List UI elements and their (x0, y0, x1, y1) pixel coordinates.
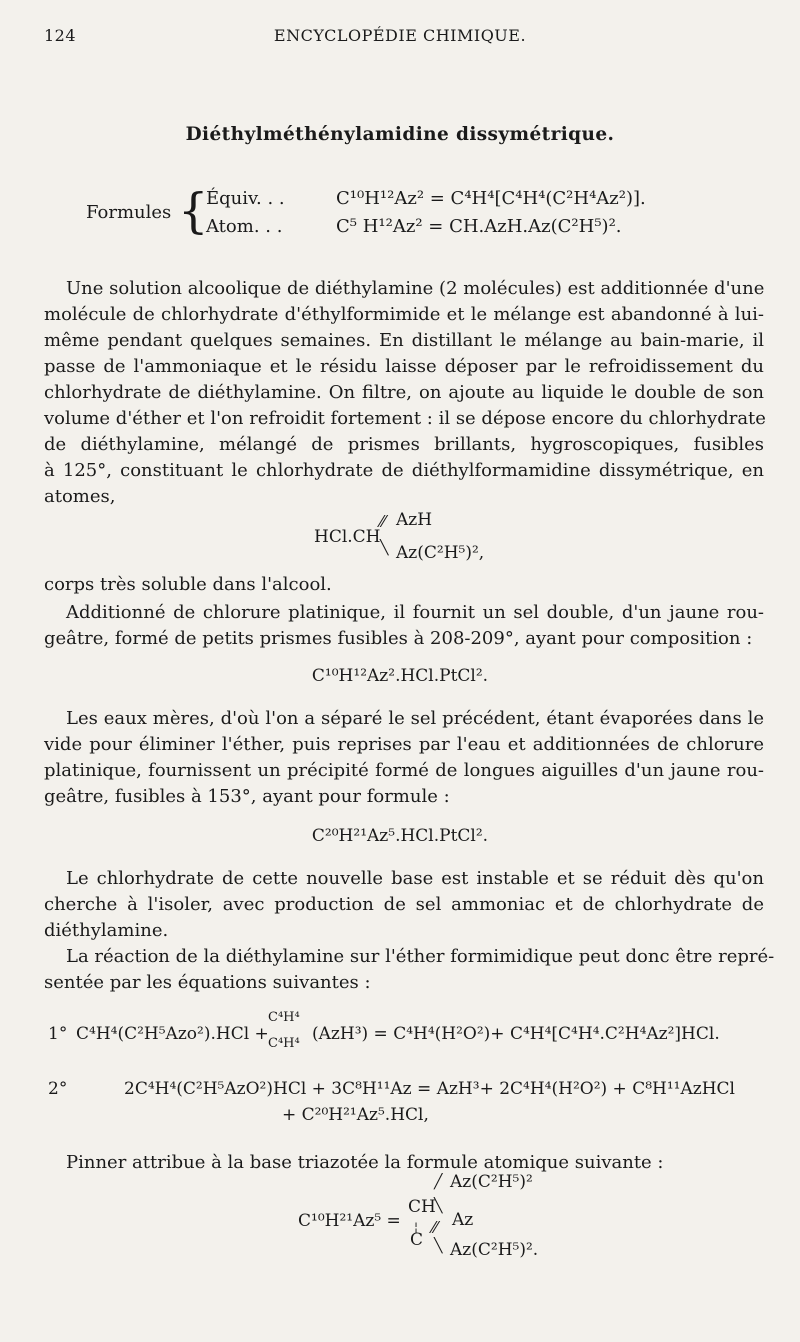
formulas-block (86, 184, 766, 244)
equation-2-line-2: + C²⁰H²¹Az⁵.HCl, (282, 1105, 429, 1125)
equation-1-right: (AzH³) = C⁴H⁴(H²O²)+ C⁴H⁴[C⁴H⁴.C²H⁴Az²]HCl. (312, 1024, 720, 1044)
paragraph-synthesis (44, 276, 764, 510)
atom-formula: C⁵ H¹²Az² = CH.AzH.Az(C²H⁵)². (336, 216, 622, 237)
text-line: à 125°, constituant le chlorhydrate de diéthylformamidine dissymétrique, en (44, 460, 764, 481)
bond-upper: ╱ (434, 1174, 443, 1190)
formula-pt-1: C¹⁰H¹²Az².HCl.PtCl². (311, 666, 489, 686)
formula-final-left: C¹⁰H²¹Az⁵ = (298, 1211, 401, 1231)
paragraph-instability (44, 866, 764, 944)
text-line: corps très soluble dans l'alcool. (44, 574, 332, 595)
text-line: vide pour éliminer l'éther, puis reprises par l'eau et additionnées de chlorure (44, 734, 764, 755)
formula-final-ch: CH (408, 1197, 436, 1217)
text-line: atomes, (44, 486, 116, 507)
formula-hcl-top: AzH (396, 510, 433, 530)
text-line: molécule de chlorhydrate d'éthylformimide et le mélange est abandonné à lui- (44, 304, 764, 325)
paragraph-pinner (44, 1150, 764, 1176)
text-line: Une solution alcoolique de diéthylamine (2 molécules) est additionnée d'une (66, 278, 765, 299)
text-line: Le chlorhydrate de cette nouvelle base est instable et se réduit dès qu'on (66, 868, 764, 889)
paragraph-platinum-1 (44, 600, 764, 652)
formulas-label: Formules (86, 202, 172, 223)
text-line: platinique, fournissent un précipité formé de longues aiguilles d'un jaune rou- (44, 760, 764, 781)
equation-1-left: C⁴H⁴(C²H⁵Azo²).HCl + (76, 1024, 269, 1044)
text-line: volume d'éther et l'on refroidit fortement : il se dépose encore du chlorhydrate (44, 408, 766, 429)
brace: { (178, 183, 209, 239)
text-line: même pendant quelques semaines. En distillant le mélange au bain-marie, il (44, 330, 764, 351)
text-line: cherche à l'isoler, avec production de sel ammoniac et de chlorhydrate de (44, 894, 764, 915)
running-title: ENCYCLOPÉDIE CHIMIQUE. (273, 26, 527, 45)
page-header (44, 26, 756, 50)
text-line: diéthylamine. (44, 920, 169, 941)
bond-mid-down: ╲ (434, 1198, 443, 1214)
text-line: sentée par les équations suivantes : (44, 972, 371, 993)
equiv-row (206, 188, 646, 209)
formula-pt-2: C²⁰H²¹Az⁵.HCl.PtCl². (311, 826, 489, 846)
formula-final-bottom: Az(C²H⁵)². (450, 1240, 539, 1260)
paragraph-reaction (44, 944, 775, 996)
atom-row (206, 216, 622, 237)
text-line: de diéthylamine, mélangé de prismes brillants, hygroscopiques, fusibles (44, 434, 764, 455)
paragraph-soluble (44, 572, 764, 598)
formula-hcl-left: HCl.CH (314, 527, 381, 547)
bond-vertical: ¦ (414, 1220, 419, 1234)
text-line: chlorhydrate de diéthylamine. On filtre, on ajoute au liquide le double de son (44, 382, 764, 403)
atom-label: Atom. . . (206, 216, 283, 237)
text-line: geâtre, fusibles à 153°, ayant pour formule : (44, 786, 450, 807)
bond-down: ╲ (380, 540, 389, 556)
text-line: La réaction de la diéthylamine sur l'éther formimidique peut donc être repré- (66, 946, 775, 967)
formula-final-c: C (410, 1230, 424, 1250)
equiv-label: Équiv. . . (206, 188, 285, 209)
equation-1-number: 1° (48, 1024, 68, 1044)
equiv-formula: C¹⁰H¹²Az² = C⁴H⁴[C⁴H⁴(C²H⁴Az²)]. (336, 188, 646, 209)
bond-up: ⁄⁄ (380, 512, 386, 531)
text-line: geâtre, formé de petits prismes fusibles à 208-209°, ayant pour composition : (44, 628, 753, 649)
text-line: passe de l'ammoniaque et le résidu laisse déposer par le refroidissement du (44, 356, 764, 377)
page-number: 124 (44, 26, 77, 45)
formula-final-mid: Az (452, 1210, 474, 1230)
equation-2-line-1: 2C⁴H⁴(C²H⁵AzO²)HCl + 3C⁸H¹¹Az = AzH³+ 2C⁴H⁴(H²O²) + C⁸H¹¹AzHCl (124, 1079, 735, 1099)
bond-double: ⁄⁄ (432, 1218, 438, 1237)
formula-hcl-bottom: Az(C²H⁵)², (396, 543, 485, 563)
equation-2-number: 2° (48, 1079, 68, 1099)
section-title: Diéthylméthénylamidine dissymétrique. (185, 124, 615, 145)
text-line: Additionné de chlorure platinique, il fournit un sel double, d'un jaune rou- (66, 602, 764, 623)
formula-final-top: Az(C²H⁵)² (450, 1172, 533, 1192)
text-line: Pinner attribue à la base triazotée la formule atomique suivante : (66, 1152, 664, 1173)
bond-lower: ╲ (434, 1238, 443, 1254)
equation-1-frac-bottom: C⁴H⁴ (268, 1036, 300, 1051)
paragraph-mother-liquor (44, 706, 764, 810)
equation-1-frac-top: C⁴H⁴ (268, 1010, 300, 1025)
text-line: Les eaux mères, d'où l'on a séparé le sel précédent, étant évaporées dans le (66, 708, 764, 729)
